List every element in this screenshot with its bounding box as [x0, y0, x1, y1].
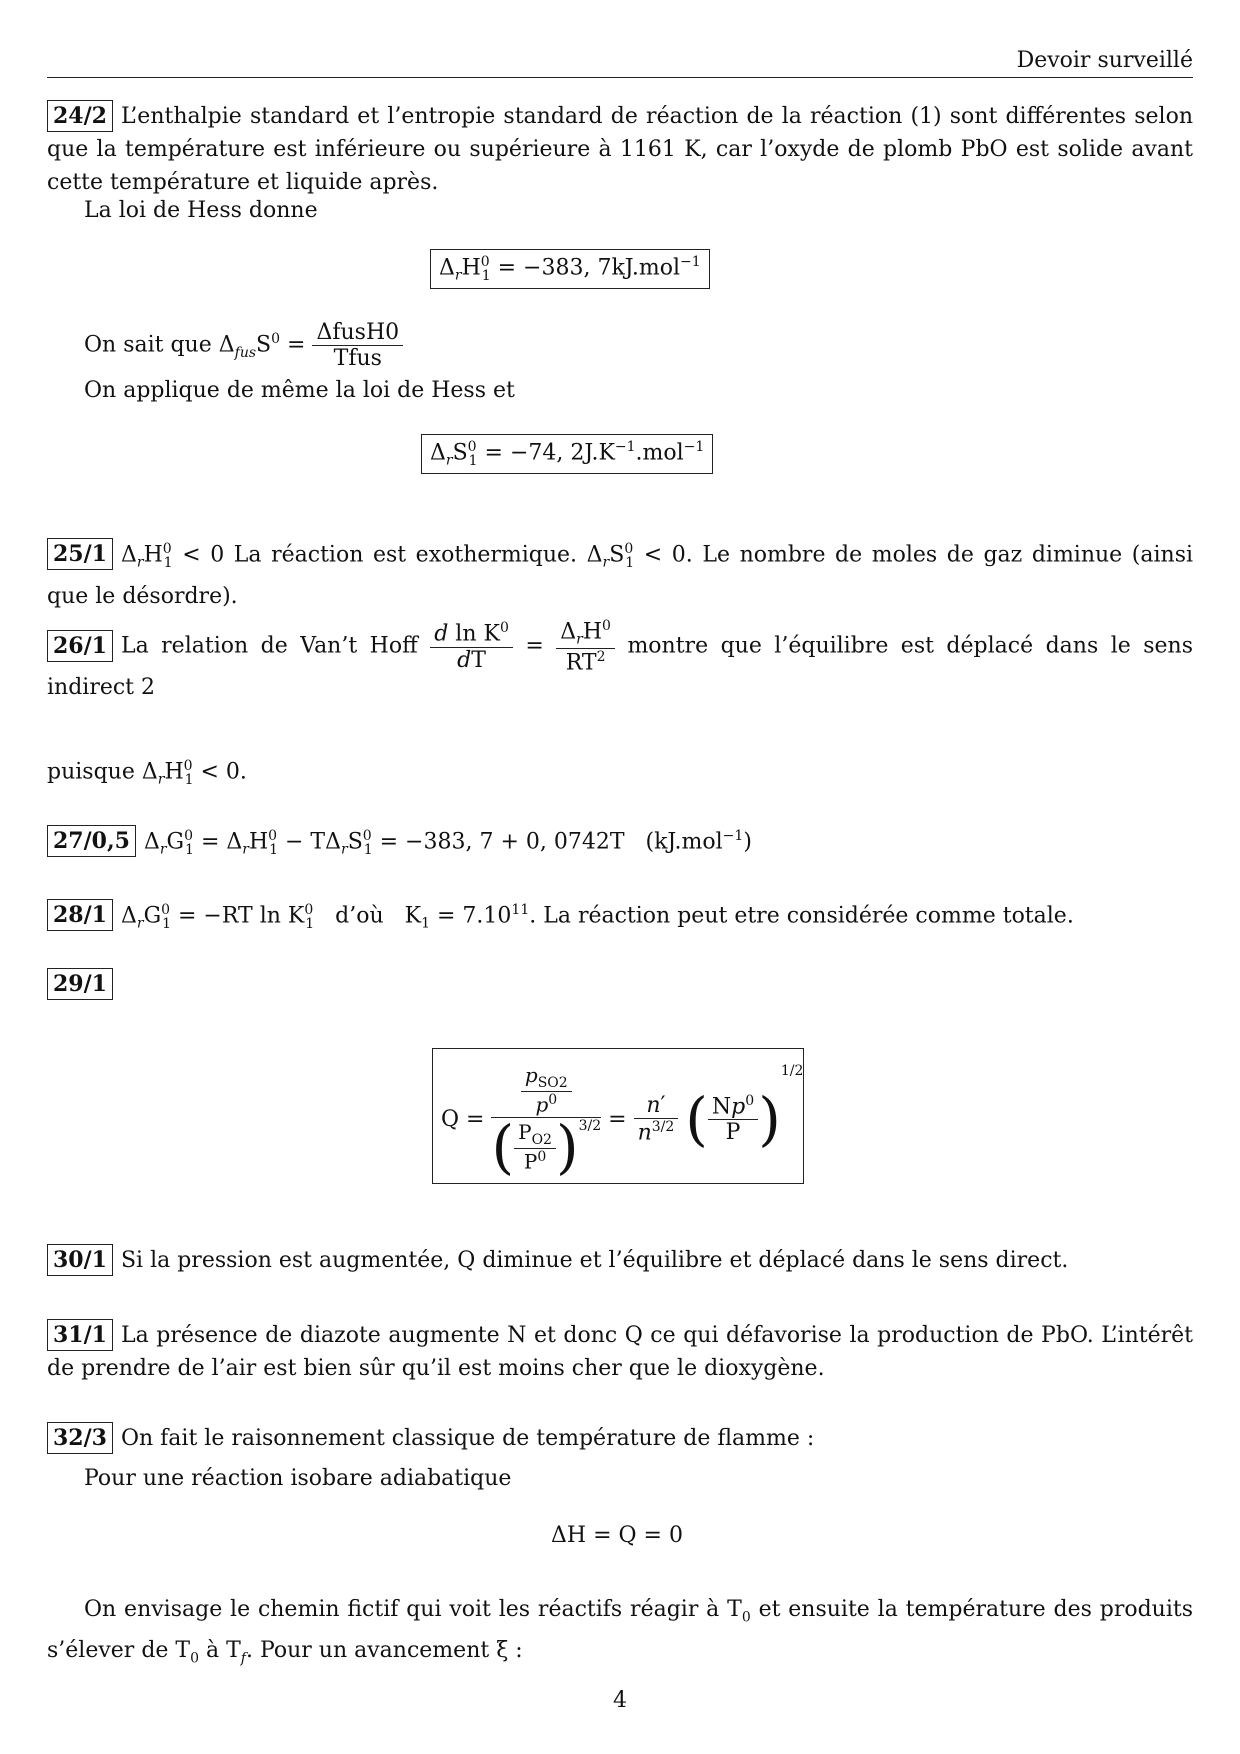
- q26-line2: puisque $\Delta_rH^0_1 < 0$.: [47, 758, 247, 788]
- q32-paragraph: [47, 1422, 1193, 1455]
- q24-paragraph: [47, 100, 1193, 199]
- q31-text: La présence de diazote augmente N et donc Q ce qui défavorise la production de PbO. L’intérêt de prendre de l’air est bien sûr qu’il est moins cher que le dioxygène.: [47, 1323, 1193, 1381]
- q25-text2: < 0. Le nombre de moles de gaz diminue (ainsi que le désordre).: [47, 542, 1194, 609]
- question-label-25: 25/1: [47, 538, 113, 570]
- question-label-24: 24/2: [47, 100, 113, 132]
- q28-dou: d’où: [335, 903, 384, 929]
- q29-pressure-fraction: $\frac{Np^0}{P}$: [708, 1093, 758, 1145]
- question-label-28: 28/1: [47, 899, 113, 931]
- q32-para-mid: et ensuite la température des produits s’élever de T: [47, 1597, 1193, 1664]
- q29-paragraph: [47, 968, 1193, 1001]
- q24-hess-intro: La loi de Hess donne: [84, 198, 318, 223]
- q28-k-value: = 7.10: [437, 903, 512, 929]
- q30-paragraph: [47, 1244, 1193, 1277]
- q27-unit: (kJ.mol: [645, 829, 723, 855]
- q24-fusion-relation: On sait que $\Delta_{fus}S^0$ = $\frac{\text{ΔfusH0}}{\text{Tfus}}$: [84, 320, 403, 371]
- q26-puisque: puisque: [47, 759, 135, 785]
- q30-text: Si la pression est augmentée, Q diminue et l’équilibre et déplacé dans le sens direct.: [120, 1248, 1069, 1273]
- page-number: 4: [613, 1688, 627, 1713]
- q24-text: L’enthalpie standard et l’entropie standard de réaction de la réaction (1) sont différentes selon que la température est inférieure ou supérieure à 1161 K, car l’oxyde de plomb PbO est solide avant cette température et liquide après.: [47, 104, 1193, 195]
- q27-paragraph: 27/0,5 $\Delta_rG^0_1 = \Delta_rH^0_1 - T\Delta_rS^0_1 = -383$, 7 + 0, 0742T (kJ.mol$^{-1}$): [47, 820, 1193, 867]
- q32-text: On fait le raisonnement classique de température de flamme :: [120, 1426, 815, 1451]
- q32-para-end: . Pour un avancement ξ :: [245, 1638, 523, 1664]
- q32-para-start: On envisage le chemin fictif qui voit les réactifs réagir à T: [84, 1597, 742, 1622]
- q28-eq: = −RT ln K: [177, 903, 305, 929]
- q24-fusion-fraction: [312, 320, 403, 371]
- question-label-32: 32/3: [47, 1422, 113, 1454]
- q29-ratio-fraction: $\frac{n'}{n^{3/2}}$: [634, 1093, 679, 1145]
- q29-equation: Q = $\frac{p_{SO2}}{p^0}$ ( $\frac{P_{O2}}{P^0}$ )$^{3/2}$ = $\frac{n'}{n^{3/2}}$ ( $\frac{Np^0}{P}$ )$^{1/2}$: [441, 1063, 804, 1181]
- q29-equation-box: [432, 1048, 804, 1184]
- q27-unit-exp: −1: [722, 828, 744, 844]
- q24-entropy-equation: $\Delta_rS^0_1 = -74$, $2J.K^{-1}.mol^{-1}$: [421, 434, 713, 474]
- question-label-27: 27/0,5: [47, 825, 136, 857]
- q24-fusion-denominator: Tfus: [333, 346, 382, 371]
- q28-paragraph: 28/1 $\Delta_rG^0_1 = -RT$ $\ln K^0_1$ d’où $K_1 = 7.10^{11}$. La réaction peut etre considérée comme totale.: [47, 894, 1193, 941]
- q28-text: . La réaction peut etre considérée comme totale.: [529, 903, 1074, 929]
- q27-unit-close: ): [743, 829, 752, 855]
- header-title: Devoir surveillé: [1016, 48, 1193, 73]
- question-label-30: 30/1: [47, 1244, 113, 1276]
- q24-entropy-value: −74, 2J.K: [509, 440, 615, 466]
- question-label-31: 31/1: [47, 1319, 113, 1351]
- q26-vanthoff-rhs: $\frac{\Delta_rH^0}{RT^2}$: [556, 618, 615, 675]
- q32-equation: ΔH = Q = 0: [551, 1523, 683, 1548]
- question-label-29: 29/1: [47, 968, 113, 1000]
- q26-line2-end: < 0.: [200, 759, 247, 785]
- question-label-26: 26/1: [47, 630, 113, 662]
- q24-entropy-unit: .mol: [635, 440, 684, 466]
- q24-fusion-numerator: ΔfusH0: [312, 320, 403, 346]
- q25-paragraph: 25/1 $\Delta_rH^0_1 < 0$ La réaction est exothermique. $\Delta_rS^0_1 < 0$. Le nombre de moles de gaz diminue (ainsi que le désordre).: [47, 533, 1193, 613]
- q26-text-before: La relation de Van’t Hoff: [120, 633, 418, 659]
- q32-paragraph2: On envisage le chemin fictif qui voit les réactifs réagir à $T_0$ et ensuite la température des produits s’élever de $T_0$ à $T_f$. Pour un avancement ξ :: [47, 1597, 1193, 1667]
- q24-on-sait-que: On sait que: [84, 332, 212, 358]
- q24-enthalpy-equation: $\Delta_rH^0_1 = -383$, 7kJ.mol$^{-1}$: [430, 249, 710, 289]
- header-rule: [47, 77, 1193, 78]
- q29-q-fraction: $\frac{p_{SO2}}{p^0}$ ( $\frac{P_{O2}}{P^0}$ )$^{3/2}$: [491, 1063, 602, 1181]
- q24-entropy-exp: −1: [614, 439, 636, 455]
- q28-k-exp: 11: [511, 902, 530, 918]
- q31-paragraph: [47, 1319, 1193, 1385]
- q24-enthalpy-value: −383, 7kJ.mol: [523, 255, 681, 281]
- q32-line2: Pour une réaction isobare adiabatique: [84, 1466, 512, 1491]
- q26-vanthoff-lhs: $\frac{d \ln K^0}{dT}$: [430, 620, 513, 672]
- q24-entropy-exp2: −1: [683, 439, 705, 455]
- q24-hess-again: On applique de même la loi de Hess et: [84, 378, 515, 403]
- q24-enthalpy-exp: −1: [680, 254, 701, 270]
- q25-text1: < 0 La réaction est exothermique.: [182, 542, 578, 568]
- q26-text-after: montre que l’équilibre est déplacé dans le sens indirect 2: [47, 633, 1194, 701]
- q27-rhs: = −383, 7 + 0, 0742T: [379, 829, 625, 855]
- q26-paragraph: 26/1 La relation de Van’t Hoff $\frac{d \ln K^0}{dT}$ = $\frac{\Delta_rH^0}{RT^2}$ montre que l’équilibre est déplacé dans le sens indirect 2: [47, 618, 1194, 701]
